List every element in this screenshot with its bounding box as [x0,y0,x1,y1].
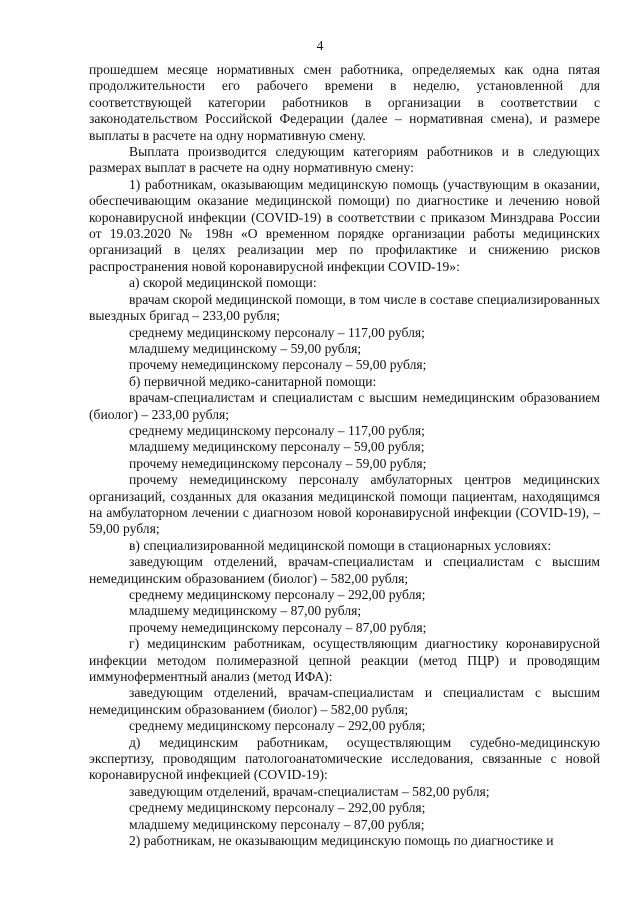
paragraph: д) медицинским работникам, осуществляющим судебно-медицинскую экспертизу, проводящим патологоанатомические исследования, связанные с новой коронавирусной инфекцией (COVID-19): [89,734,600,783]
paragraph: прочему немедицинскому персоналу – 87,00 рубля; [129,619,427,635]
paragraph: Выплата производится следующим категориям работников и в следующих размерах выплат в расчете на одну нормативную смену: [89,144,600,176]
paragraph: прочему немедицинскому персоналу – 59,00 рубля; [129,357,427,373]
paragraph: заведующим отделений, врачам-специалистам и специалистам с высшим немедицинским образованием (биолог) – 582,00 рубля; [89,685,600,717]
paragraph: прошедшем месяце нормативных смен работника, определяемых как одна пятая продолжительности его рабочего времени в неделю, установленной для соответствующей категории работников в организации в соответствии с законодательством Российской Федерации (далее – нормативная смена), и размере выплаты в расчете на одну нормативную смену. [89,62,600,143]
paragraph: прочему немедицинскому персоналу амбулаторных центров медицинских организаций, созданных для оказания медицинской помощи пациентам, находящимся на амбулаторном лечении с диагнозом новой коронавирусной инфекции (COVID-19), – 59,00 рубля; [89,472,600,537]
document-body [89,62,600,850]
page-number: 4 [316,38,324,53]
paragraph: младшему медицинскому персоналу – 87,00 рубля; [129,816,425,832]
paragraph: среднему медицинскому персоналу – 117,00 рубля; [129,422,425,438]
paragraph: 2) работникам, не оказывающим медицинскую помощь по диагностике и [129,833,554,849]
paragraph: г) медицинским работникам, осуществляющим диагностику коронавирусной инфекции методом полимеразной цепной реакции (метод ПЦР) и проводящим иммуноферментный анализ (метод ИФА): [89,636,600,685]
paragraph: среднему медицинскому персоналу – 117,00 рубля; [129,324,425,340]
paragraph: прочему немедицинскому персоналу – 59,00 рубля; [129,455,427,471]
paragraph: б) первичной медико-санитарной помощи: [129,373,377,389]
paragraph: среднему медицинскому персоналу – 292,00 рубля; [129,718,426,734]
paragraph: младшему медицинскому – 59,00 рубля; [129,340,362,356]
paragraph: младшему медицинскому – 87,00 рубля; [129,603,362,619]
paragraph: врачам скорой медицинской помощи, в том числе в составе специализированных выездных бригад – 233,00 рубля; [89,291,600,324]
paragraph: среднему медицинскому персоналу – 292,00 рубля; [129,800,426,816]
paragraph: заведующим отделений, врачам-специалистам – 582,00 рубля; [129,783,490,799]
paragraph: а) скорой медицинской помощи: [129,275,317,291]
paragraph: 1) работникам, оказывающим медицинскую помощь (участвующим в оказании, обеспечивающим оказание медицинской помощи) по диагностике и лечению новой коронавирусной инфекции (COVID-19) в соответствии с приказом Минздрава России от 19.03.2020 № 198н «О временном порядке организации работы медицинских организаций в целях реализации мер по профилактике и снижению рисков распространения новой коронавирусной инфекции COVID-19»: [89,176,600,274]
paragraph: младшему медицинскому персоналу – 59,00 рубля; [129,439,425,455]
paragraph: заведующим отделений, врачам-специалистам и специалистам с высшим немедицинским образованием (биолог) – 582,00 рубля; [89,554,600,586]
paragraph: среднему медицинскому персоналу – 292,00 рубля; [129,587,426,602]
paragraph: в) специализированной медицинской помощи в стационарных условиях: [129,537,552,553]
paragraph: врачам-специалистам и специалистам с высшим немедицинским образованием (биолог) – 233,00 рубля; [89,390,600,422]
